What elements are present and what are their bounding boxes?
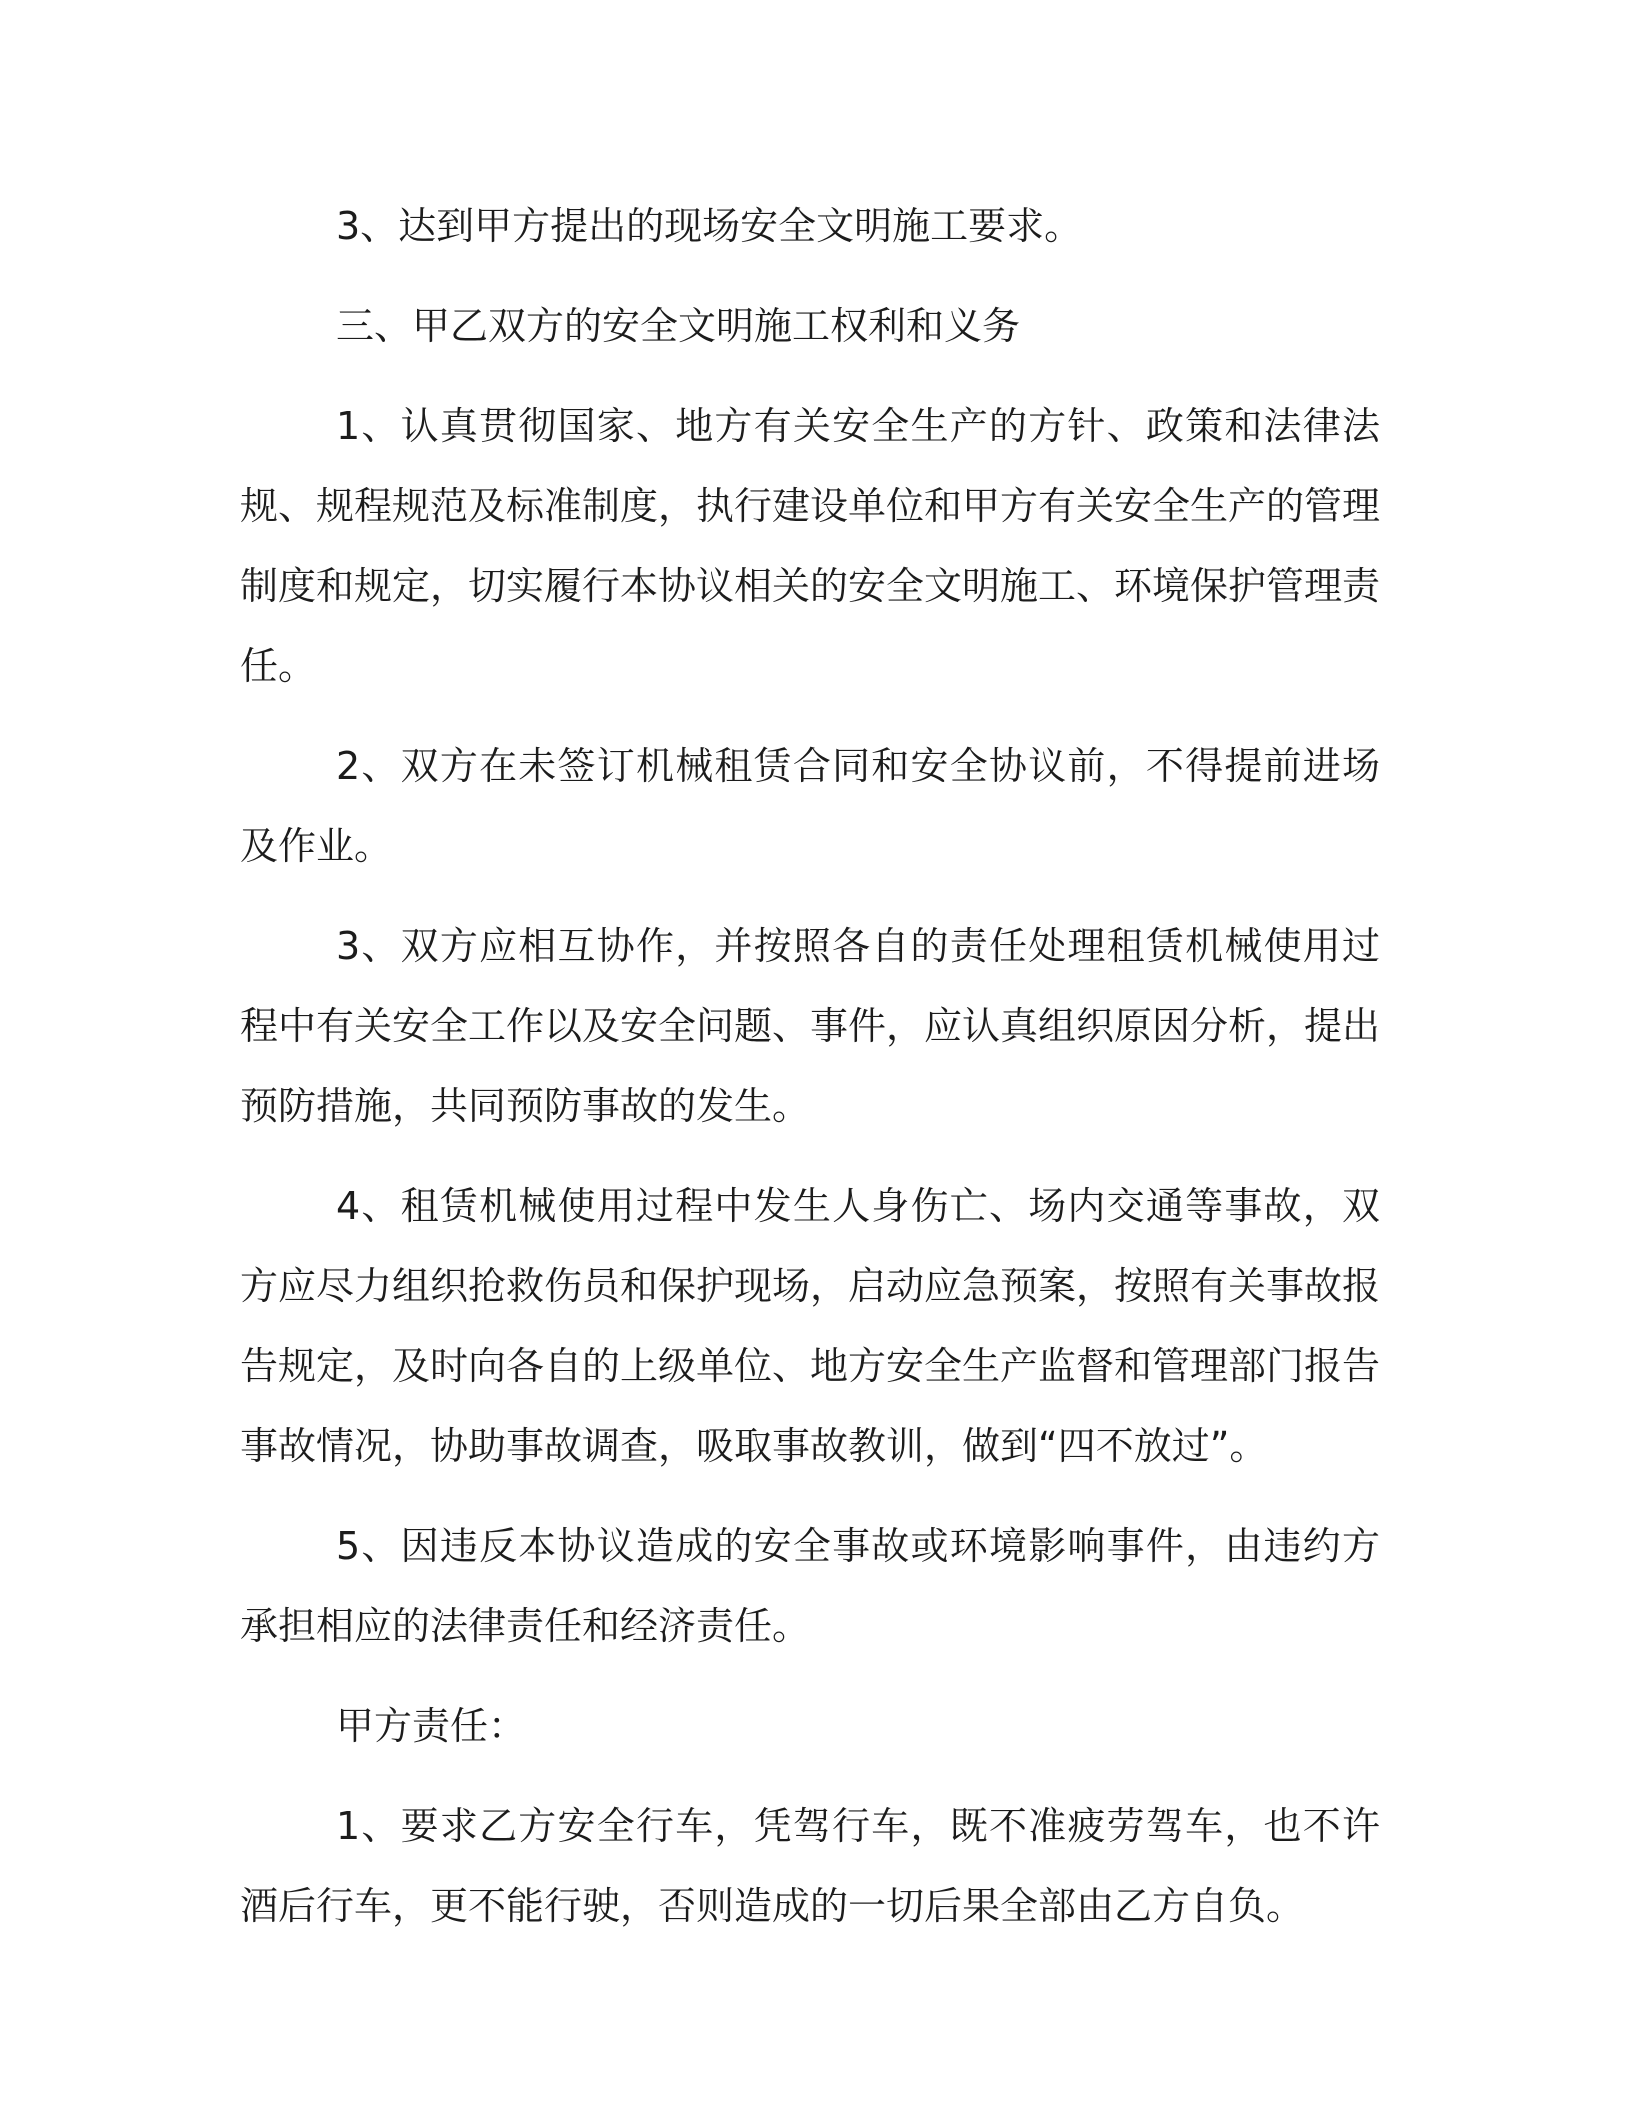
paragraph: 5、因违反本协议造成的安全事故或环境影响事件，由违约方承担相应的法律责任和经济责任。 (240, 1524, 1380, 1648)
section-heading: 三、甲乙双方的安全文明施工权利和义务 (336, 304, 1021, 348)
subsection-heading: 甲方责任： (336, 1704, 527, 1748)
paragraph: 1、要求乙方安全行车，凭驾行车，既不准疲劳驾车，也不许酒后行车，更不能行驶，否则造成的一切后果全部由乙方自负。 (240, 1804, 1380, 1928)
paragraph: 4、租赁机械使用过程中发生人身伤亡、场内交通等事故，双方应尽力组织抢救伤员和保护现场，启动应急预案，按照有关事故报告规定，及时向各自的上级单位、地方安全生产监督和管理部门报告事故情况，协助事故调查，吸取事故教训，做到“四不放过”。 (240, 1184, 1381, 1468)
paragraph: 2、双方在未签订机械租赁合同和安全协议前，不得提前进场及作业。 (240, 744, 1380, 868)
paragraph: 3、达到甲方提出的现场安全文明施工要求。 (336, 204, 1083, 248)
paragraph: 3、双方应相互协作，并按照各自的责任处理租赁机械使用过程中有关安全工作以及安全问题、事件，应认真组织原因分析，提出预防措施，共同预防事故的发生。 (240, 924, 1381, 1128)
document-body (240, 186, 1380, 1966)
paragraph: 1、认真贯彻国家、地方有关安全生产的方针、政策和法律法规、规程规范及标准制度，执行建设单位和甲方有关安全生产的管理制度和规定，切实履行本协议相关的安全文明施工、环境保护管理责任。 (240, 404, 1381, 688)
